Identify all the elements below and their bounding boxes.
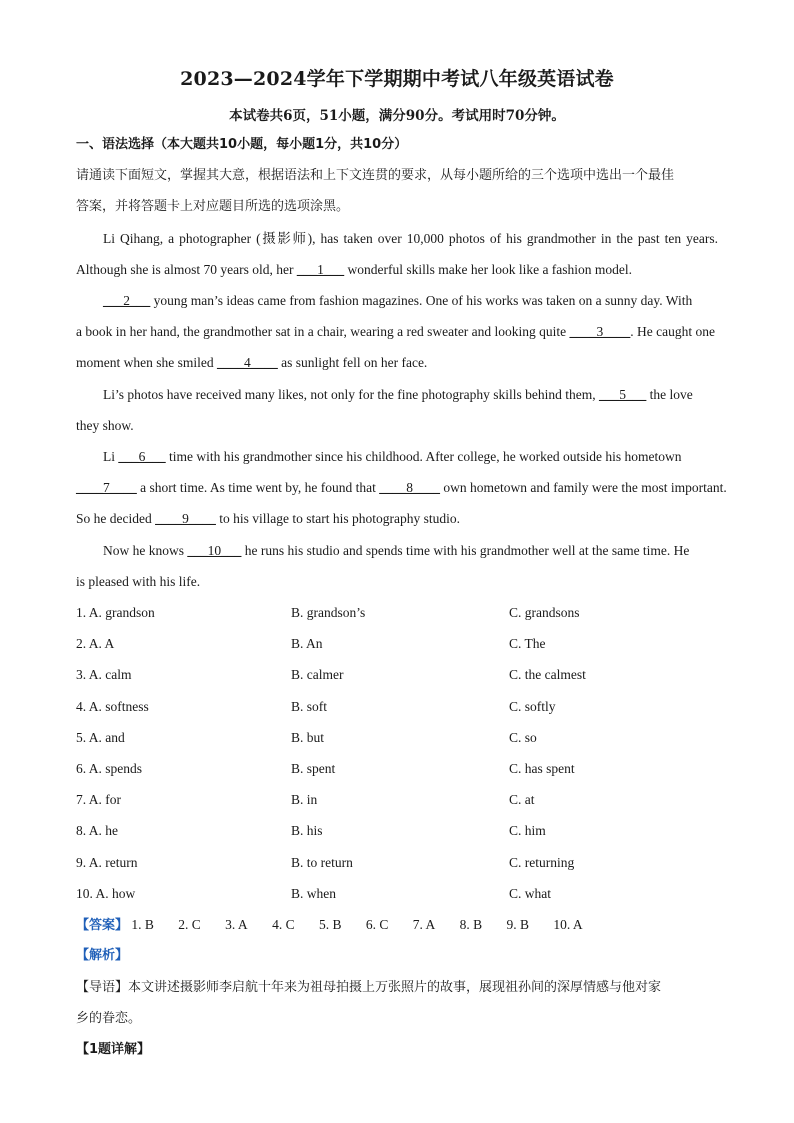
option-c: C. so	[509, 730, 537, 745]
blank-6: ___6___	[118, 449, 166, 464]
instruction-line-1: 请通读下面短文，掌握其大意，根据语法和上下文连贯的要求，从每小题所给的三个选项中选出一个最佳	[76, 168, 675, 183]
option-b: B. in	[291, 792, 318, 807]
blank-9: ____9____	[155, 511, 216, 526]
answer-item: 5. B	[318, 917, 342, 932]
section-heading: 一、语法选择（本大题共10小题，每小题1分，共10分）	[76, 137, 408, 152]
option-a: 4. A. softness	[76, 699, 149, 714]
option-a: 10. A. how	[76, 886, 136, 901]
intro-line-1: 【导语】本文讲述摄影师李启航十年来为祖母拍摄上万张照片的故事，展现祖孙间的深厚情感与他对家	[76, 980, 662, 995]
answer-item: 7. A	[412, 917, 436, 932]
option-b: B. soft	[291, 699, 328, 714]
passage-line: a book in her hand, the grandmother sat in a chair, wearing a red sweater and looking quite ____3____. He caught one	[76, 324, 716, 339]
passage-line: moment when she smiled ____4____ as sunlight fell on her face.	[76, 355, 428, 370]
answer-key	[76, 915, 604, 936]
option-a: 2. A. A	[76, 636, 115, 651]
answer-item: 10. A	[553, 917, 583, 932]
blank-8: ____8____	[379, 480, 440, 495]
passage-line: Li’s photos have received many likes, not only for the fine photography skills behind them, ___5___ the love	[103, 387, 693, 402]
option-c: C. at	[509, 792, 535, 807]
answer-item: 6. C	[365, 917, 389, 932]
option-c: C. has spent	[509, 761, 575, 776]
intro-line-2: 乡的眷恋。	[76, 1011, 142, 1026]
passage-line: Li Qihang, a photographer (摄影师), has taken over 10,000 photos of his grandmother in the past ten years.	[103, 231, 718, 246]
answer-item: 3. A	[225, 917, 248, 932]
blank-1: ___1___	[296, 262, 345, 277]
option-a: 3. A. calm	[76, 667, 132, 682]
passage-line: Li ___6___ time with his grandmother since his childhood. After college, he worked outside his hometown	[103, 449, 682, 464]
option-b: B. An	[291, 636, 323, 651]
option-c: C. grandsons	[509, 605, 580, 620]
option-b: B. spent	[291, 761, 336, 776]
option-b: B. his	[291, 823, 323, 838]
option-a: 8. A. he	[76, 823, 118, 838]
instruction-line-2: 答案，并将答题卡上对应题目所选的选项涂黑。	[76, 199, 350, 214]
blank-5: ___5___	[599, 387, 647, 402]
blank-2: ___2___	[103, 293, 151, 308]
option-b: B. when	[291, 886, 336, 901]
option-c: C. softly	[509, 699, 556, 714]
detail-heading: 【1题详解】	[76, 1042, 151, 1057]
answer-item: 8. B	[459, 917, 483, 932]
option-a: 1. A. grandson	[76, 605, 155, 620]
passage-line: Now he knows ___10___ he runs his studio and spends time with his grandmother well at the same time. He	[103, 543, 690, 558]
option-a: 9. A. return	[76, 855, 138, 870]
passage-line: they show.	[76, 418, 134, 433]
option-b: B. grandson’s	[291, 605, 366, 620]
option-c: C. the calmest	[509, 667, 586, 682]
option-a: 5. A. and	[76, 730, 125, 745]
passage-line: Although she is almost 70 years old, her ___1___ wonderful skills make her look like a fashion model.	[76, 262, 633, 277]
passage-line: ___2___ young man’s ideas came from fashion magazines. One of his works was taken on a sunny day. With	[103, 293, 693, 308]
option-c: C. The	[509, 636, 546, 651]
option-c: C. what	[509, 886, 551, 901]
answer-tag: 【答案】	[76, 918, 129, 933]
option-c: C. him	[509, 823, 546, 838]
passage-line: So he decided ____9____ to his village to start his photography studio.	[76, 511, 460, 526]
option-b: B. calmer	[291, 667, 344, 682]
page-title: 2023—2024学年下学期期中考试八年级英语试卷	[180, 68, 614, 90]
answer-item: 4. C	[272, 917, 295, 932]
answer-item: 1. B	[131, 917, 154, 932]
answer-item: 9. B	[506, 917, 530, 932]
option-b: B. to return	[291, 855, 353, 870]
blank-7: ____7____	[76, 480, 137, 495]
blank-10: ___10___	[187, 543, 242, 558]
answer-item: 2. C	[178, 917, 201, 932]
option-a: 6. A. spends	[76, 761, 143, 776]
exam-info: 本试卷共6页，51小题，满分90分。考试用时70分钟。	[229, 108, 565, 124]
blank-4: ____4____	[216, 355, 278, 370]
passage-line: is pleased with his life.	[76, 574, 201, 589]
blank-3: ____3____	[569, 324, 631, 339]
passage-line: ____7____ a short time. As time went by, he found that ____8____ own hometown and family were the most important.	[76, 480, 727, 495]
analysis-tag: 【解析】	[76, 948, 129, 963]
option-a: 7. A. for	[76, 792, 121, 807]
option-c: C. returning	[509, 855, 575, 870]
option-b: B. but	[291, 730, 325, 745]
